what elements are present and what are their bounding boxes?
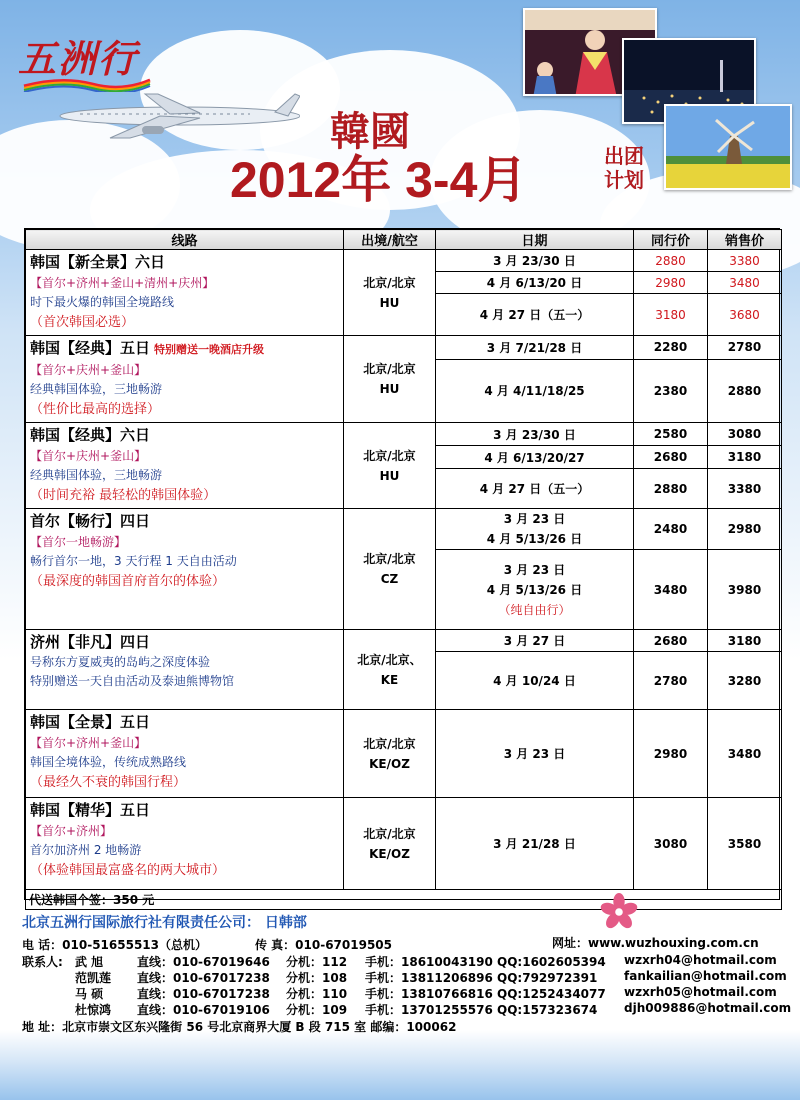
trade-price-cell: 2580	[634, 423, 708, 446]
contact-email[interactable]: wzxrh04@hotmail.com	[624, 953, 777, 967]
route-title-text: 韩国【全景】五日	[30, 713, 151, 731]
route-title-text: 韩国【经典】六日	[30, 426, 151, 444]
sale-price-cell: 3480	[708, 710, 782, 798]
contact-ext: 分机：108	[286, 971, 348, 985]
date-text: 3 月 21/28 日	[493, 837, 576, 851]
table-row	[26, 710, 782, 798]
date-text: 4 月 4/11/18/25	[484, 384, 585, 399]
contact-line: 直线：010-67019646	[137, 955, 270, 969]
route-cell	[26, 710, 344, 798]
sale-price-cell: 3380	[708, 469, 782, 509]
route-description: 经典韩国体验，三地畅游	[30, 382, 163, 396]
address-info: 地 址：北京市崇文区东兴隆街 56 号北京商界大厦 B 段 715 室 邮编：100062	[22, 1020, 457, 1034]
route-slogan: （性价比最高的选择）	[30, 402, 161, 417]
fax-info: 传 真：010-67019505	[255, 938, 393, 952]
route-cities: 【首尔+济州】	[30, 824, 113, 838]
route-cell	[26, 798, 344, 890]
route-title-text: 首尔【畅行】四日	[30, 512, 151, 530]
date-text: 4 月 6/13/20 日	[486, 276, 583, 290]
table-row	[26, 798, 782, 890]
route-cell	[26, 509, 344, 630]
website-link[interactable]: 网址：www.wuzhouxing.com.cn	[552, 936, 759, 950]
route-title-text: 韩国【精华】五日	[30, 801, 151, 819]
contacts-label: 联系人:	[22, 955, 63, 969]
route-title	[30, 252, 339, 273]
date-text: 4 月 10/24 日	[493, 674, 576, 688]
date-cell	[436, 336, 634, 360]
column-header: 同行价	[634, 230, 708, 250]
departure-text: 北京/北京	[363, 736, 416, 751]
sale-price-cell: 3580	[708, 798, 782, 890]
departure-cell	[344, 336, 436, 423]
sale-price-cell: 2980	[708, 509, 782, 550]
date-cell	[436, 798, 634, 890]
date-text: 4 月 27 日（五一）	[479, 482, 590, 497]
route-note: 特别赠送一晚酒店升级	[154, 343, 265, 356]
price-table	[25, 229, 782, 910]
visa-note: 代送韩国个签：350 元	[26, 890, 782, 910]
route-description: 首尔加济州 2 地畅游	[30, 843, 142, 857]
contact-mobile: 手机：13701255576 QQ:157323674	[365, 1003, 598, 1017]
route-cities: 【首尔一地畅游】	[30, 535, 127, 549]
date-text: 3 月 27 日	[503, 634, 566, 648]
trade-price-cell: 2680	[634, 630, 708, 652]
contact-ext: 分机：109	[286, 1003, 348, 1017]
visa-footer-row	[26, 890, 782, 910]
contact-line: 直线：010-67017238	[137, 971, 270, 985]
trade-price-cell: 2980	[634, 272, 708, 294]
sale-price-cell: 2880	[708, 359, 782, 422]
table-row	[26, 509, 782, 550]
title-plan	[604, 144, 664, 192]
contact-name: 杜惊鸿	[75, 1003, 112, 1017]
departure-text: 北京/北京	[363, 826, 416, 841]
date-text: 3 月 23/30 日	[493, 427, 576, 442]
route-description: 时下最火爆的韩国全境路线	[30, 295, 175, 309]
route-description: 特别赠送一天自由活动及泰迪熊博物馆	[30, 674, 235, 688]
date-text	[439, 560, 630, 600]
tour-price-table	[24, 228, 780, 907]
contact-mobile: 手机：13810766816 QQ:1252434077	[365, 987, 606, 1001]
sale-price-cell: 3380	[708, 250, 782, 272]
date-cell	[436, 710, 634, 798]
trade-price-cell: 2780	[634, 652, 708, 710]
departure-text: 北京/北京	[363, 552, 416, 566]
date-cell	[436, 509, 634, 550]
column-header: 销售价	[708, 230, 782, 250]
trade-price-cell: 3080	[634, 798, 708, 890]
date-cell	[436, 250, 634, 272]
logo-text: 五洲行	[18, 36, 139, 81]
trade-price-cell: 2980	[634, 710, 708, 798]
date-line: 3 月 23 日	[503, 562, 566, 577]
departure-cell	[344, 423, 436, 509]
date-text: 4 月 27 日（五一）	[479, 308, 590, 322]
table-header-row	[26, 230, 782, 250]
date-line: 3 月 23 日	[503, 512, 566, 526]
sale-price-cell: 3680	[708, 294, 782, 336]
date-cell	[436, 423, 634, 446]
route-cell	[26, 250, 344, 336]
date-line: 4 月 5/13/26 日	[486, 532, 583, 546]
photo-windmill-field	[664, 104, 792, 190]
sale-price-cell: 3080	[708, 423, 782, 446]
route-title-text: 济州【非凡】四日	[30, 633, 151, 651]
departure-cell	[344, 250, 436, 336]
title-period: 2012年 3-4月	[230, 152, 528, 208]
route-slogan: （首次韩国必选）	[30, 315, 135, 330]
title-plan-line: 计划	[604, 168, 644, 192]
departure-cell	[344, 710, 436, 798]
departure-text: HU	[379, 468, 400, 483]
route-title-text: 韩国【新全景】六日	[30, 253, 166, 271]
departure-cell	[344, 630, 436, 710]
departure-text: HU	[379, 295, 400, 310]
date-cell	[436, 652, 634, 710]
trade-price-cell: 2880	[634, 250, 708, 272]
sale-price-cell: 3480	[708, 272, 782, 294]
table-row	[26, 336, 782, 360]
departure-text: 北京/北京、	[357, 652, 422, 667]
contact-name: 范凯莲	[75, 971, 112, 985]
route-description: 号称东方夏威夷的岛屿之深度体验	[30, 655, 211, 669]
trade-price-cell: 3480	[634, 550, 708, 630]
date-cell	[436, 550, 634, 630]
route-slogan: （最经久不衰的韩国行程）	[30, 775, 187, 790]
route-title	[30, 800, 339, 821]
date-cell	[436, 469, 634, 509]
date-cell	[436, 272, 634, 294]
date-text: 3 月 23 日	[503, 747, 566, 761]
date-cell	[436, 359, 634, 422]
route-cities: 【首尔+庆州+釜山】	[30, 363, 147, 377]
airplane-icon	[50, 86, 300, 146]
route-cell	[26, 423, 344, 509]
departure-text: KE	[380, 672, 399, 687]
departure-cell	[344, 798, 436, 890]
column-header: 日期	[436, 230, 634, 250]
trade-price-cell: 3180	[634, 294, 708, 336]
departure-text: 北京/北京	[363, 362, 416, 376]
contact-email[interactable]: wzxrh05@hotmail.com	[624, 985, 777, 999]
sale-price-cell: 3280	[708, 652, 782, 710]
trade-price-cell: 2880	[634, 469, 708, 509]
date-text: 3 月 7/21/28 日	[486, 340, 583, 355]
departure-text: HU	[379, 382, 400, 396]
departure-cell	[344, 509, 436, 630]
sale-price-cell: 2780	[708, 336, 782, 360]
date-line: 4 月 5/13/26 日	[486, 582, 583, 597]
route-title	[30, 632, 339, 653]
contact-name: 武 旭	[75, 955, 104, 969]
departure-text: CZ	[380, 572, 399, 586]
table-row	[26, 423, 782, 446]
route-cell	[26, 630, 344, 710]
contact-line: 直线：010-67017238	[137, 987, 270, 1001]
departure-text: KE/OZ	[369, 846, 410, 861]
contact-name: 马 硕	[75, 987, 104, 1001]
route-description: 韩国全境体验，传统成熟路线	[30, 755, 187, 769]
route-title	[30, 511, 339, 532]
trade-price-cell: 2280	[634, 336, 708, 360]
date-text: 4 月 6/13/20/27	[484, 450, 585, 465]
title-plan-line: 出团	[604, 144, 644, 168]
contact-line: 直线：010-67019106	[137, 1003, 270, 1017]
contact-email[interactable]: fankailian@hotmail.com	[624, 969, 787, 983]
date-cell	[436, 294, 634, 336]
route-title	[30, 338, 339, 360]
date-text	[439, 509, 630, 549]
title-country: 韓國	[330, 108, 410, 155]
contact-ext: 分机：112	[286, 955, 348, 969]
company-name: 北京五洲行国际旅行社有限责任公司： 日韩部	[22, 915, 307, 931]
departure-text: 北京/北京	[363, 275, 416, 290]
route-title	[30, 425, 339, 446]
route-cities: 【首尔+庆州+釜山】	[30, 449, 147, 463]
departure-text: KE/OZ	[369, 756, 410, 771]
trade-price-cell: 2480	[634, 509, 708, 550]
contact-email[interactable]: djh009886@hotmail.com	[624, 1001, 792, 1015]
column-header: 出境/航空	[344, 230, 436, 250]
trade-price-cell: 2680	[634, 446, 708, 469]
contact-mobile: 手机：18610043190 QQ:1602605394	[365, 955, 606, 969]
route-slogan: （时间充裕 最轻松的韩国体验）	[30, 488, 217, 503]
route-slogan: （体验韩国最富盛名的两大城市）	[30, 863, 226, 878]
column-header: 线路	[26, 230, 344, 250]
cherry-blossom-icon	[600, 893, 638, 931]
date-cell	[436, 446, 634, 469]
sale-price-cell: 3180	[708, 446, 782, 469]
contact-mobile: 手机：13811206896 QQ:792972391	[365, 971, 598, 985]
sale-price-cell: 3180	[708, 630, 782, 652]
date-subtext: （纯自由行）	[498, 602, 571, 617]
sale-price-cell: 3980	[708, 550, 782, 630]
route-description: 畅行首尔一地，3 天行程 1 天自由活动	[30, 554, 237, 568]
table-row	[26, 630, 782, 652]
route-description: 经典韩国体验，三地畅游	[30, 468, 163, 482]
table-body	[26, 250, 782, 890]
phone-info: 电 话：010-51655513（总机）	[22, 938, 208, 952]
date-text: 3 月 23/30 日	[493, 254, 576, 268]
route-cities: 【首尔+济州+釜山】	[30, 736, 147, 750]
table-row	[26, 250, 782, 272]
route-cities: 【首尔+济州+釜山+清州+庆州】	[30, 276, 215, 290]
route-title	[30, 712, 339, 733]
route-title-text: 韩国【经典】五日	[30, 339, 151, 357]
bottom-band	[0, 1030, 800, 1100]
route-cell	[26, 336, 344, 423]
route-slogan: （最深度的韩国首府首尔的体验）	[30, 574, 226, 589]
date-cell	[436, 630, 634, 652]
contact-ext: 分机：110	[286, 987, 348, 1001]
trade-price-cell: 2380	[634, 359, 708, 422]
departure-text: 北京/北京	[363, 448, 416, 463]
